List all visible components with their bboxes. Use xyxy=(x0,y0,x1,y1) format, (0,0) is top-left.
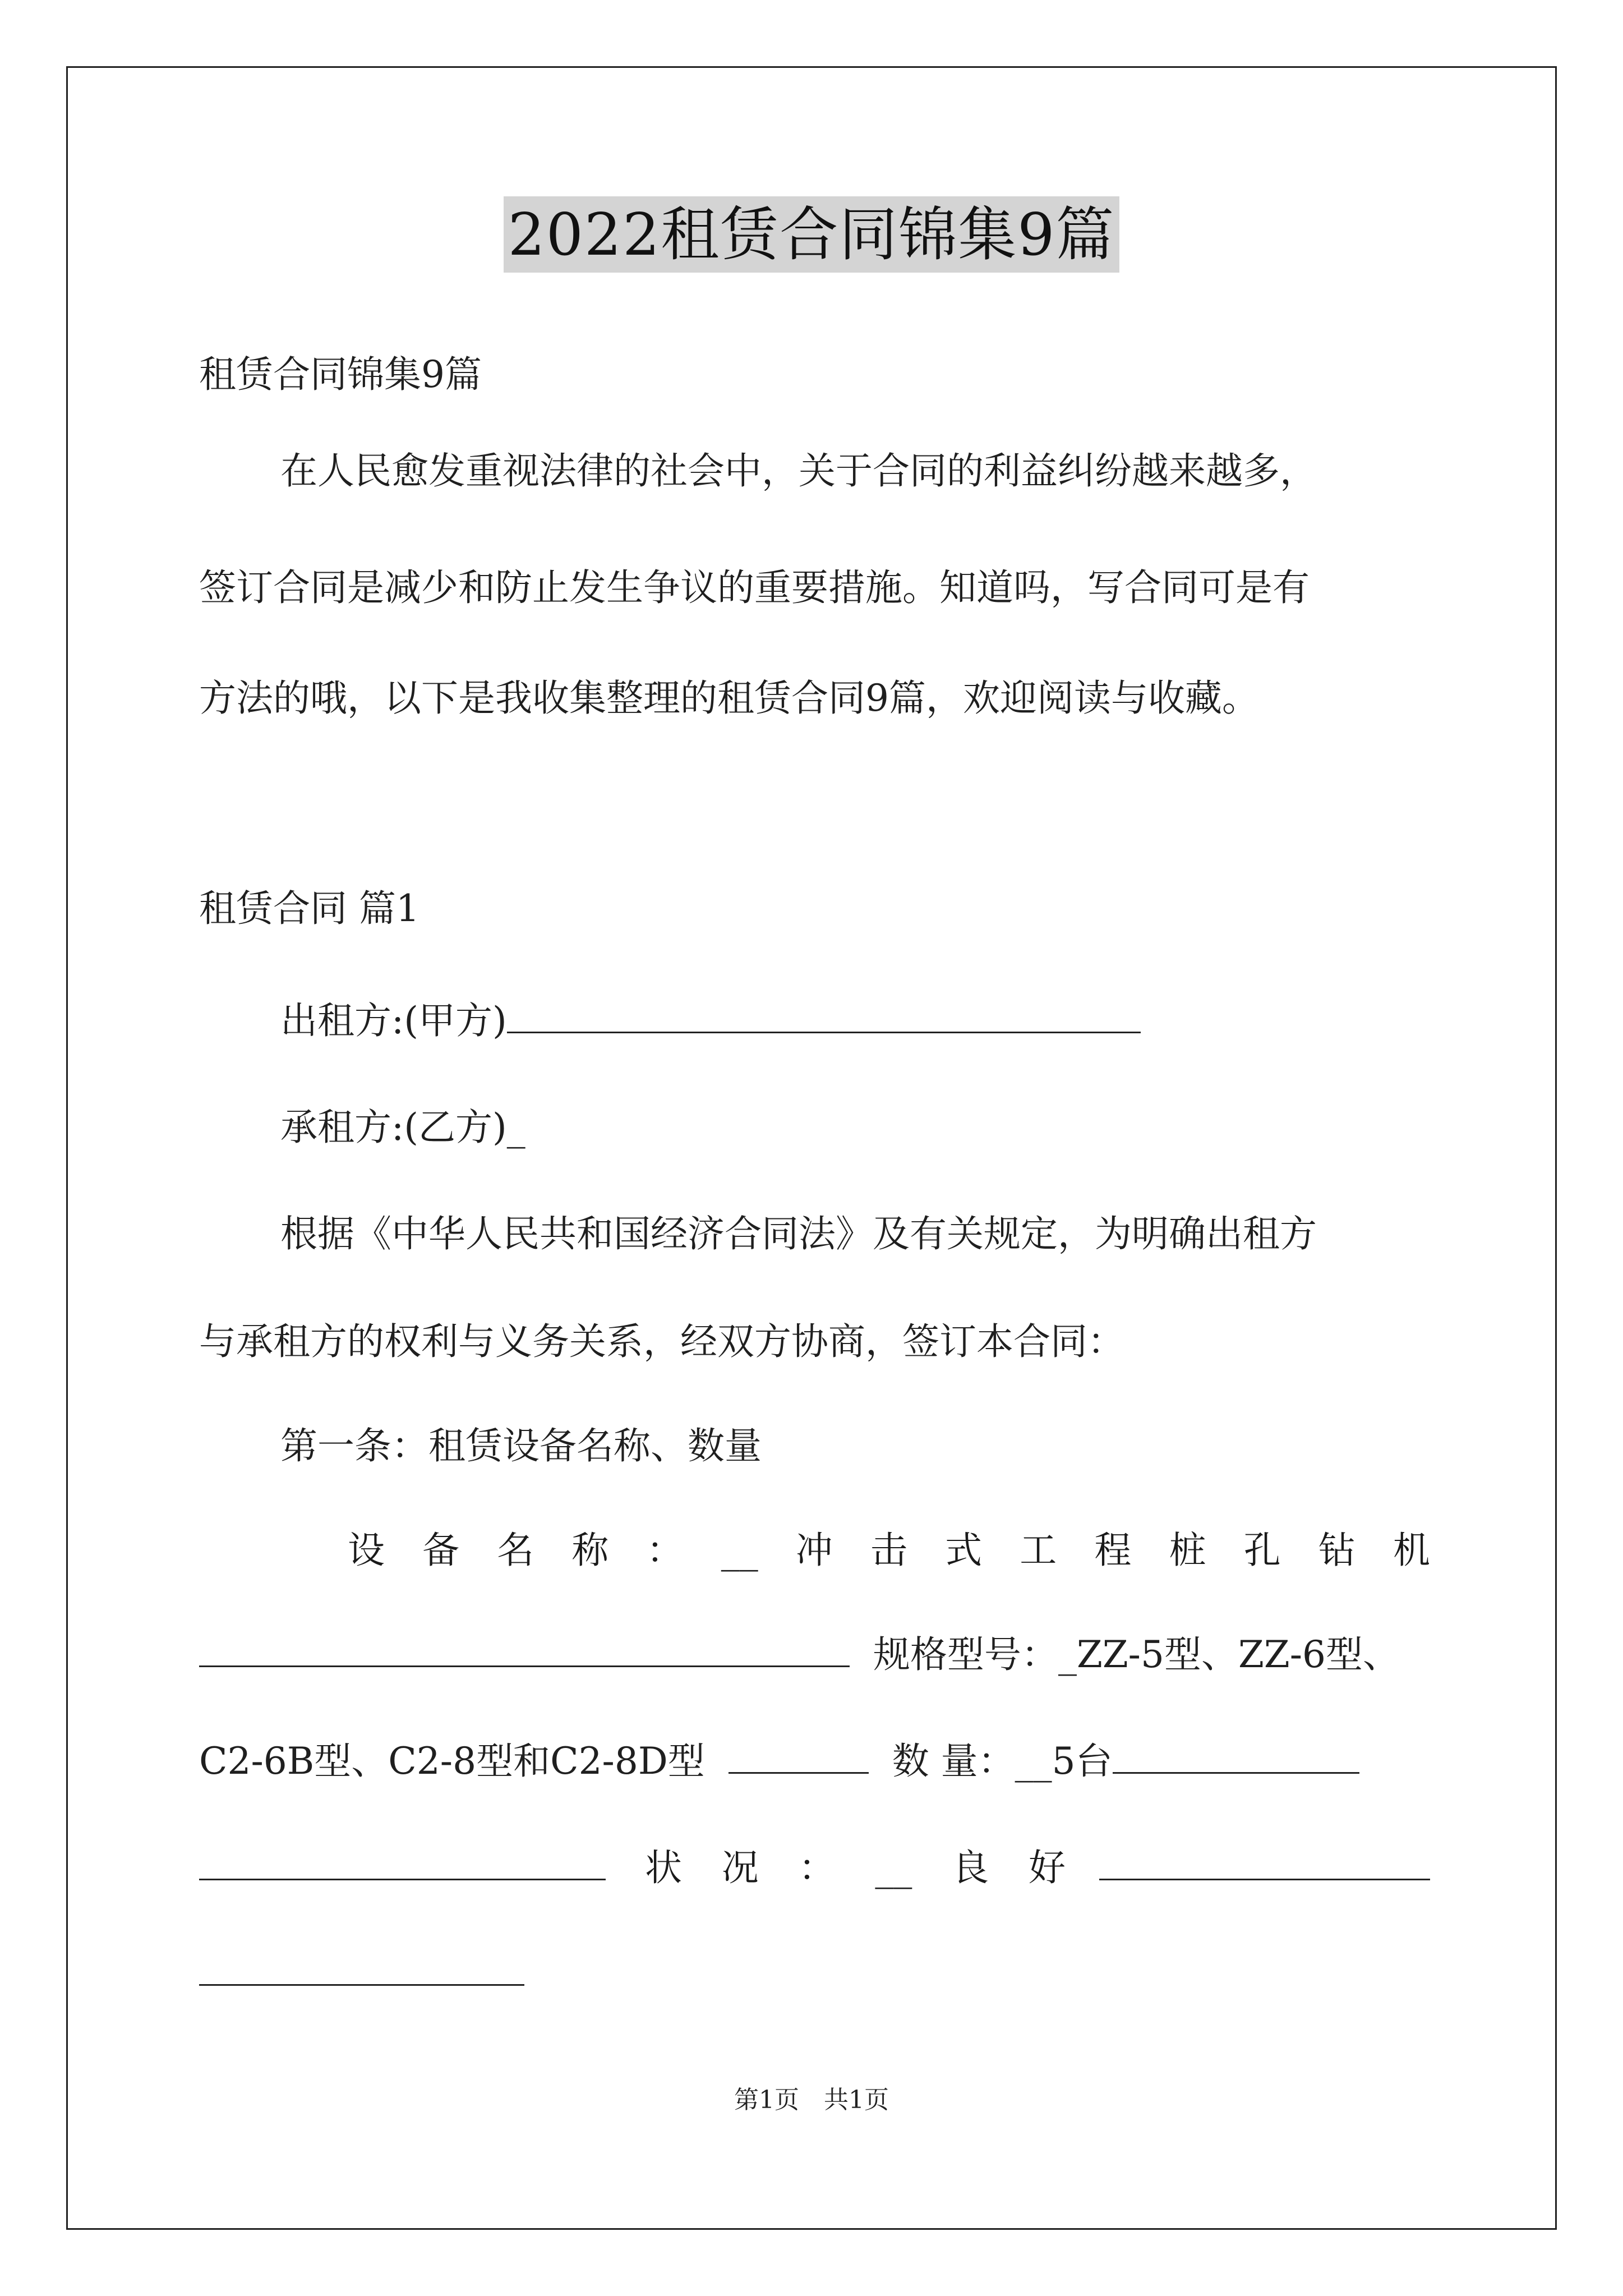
status-char: 况 xyxy=(721,1846,759,1889)
status-char: 状 xyxy=(645,1846,682,1889)
intro-line-2: 签订合同是减少和防止发生争议的重要措施。知道吗，写合同可是有 xyxy=(199,566,1310,609)
trailing-blank-line xyxy=(199,1951,524,1996)
trailing-blank xyxy=(199,1952,524,1986)
status-blank-right xyxy=(1099,1846,1430,1880)
status-blank-left xyxy=(199,1846,606,1880)
equipment-char: ： xyxy=(646,1529,684,1572)
equipment-char: __ xyxy=(721,1529,758,1572)
equipment-name-line xyxy=(348,1528,1430,1573)
quantity-blank xyxy=(1113,1740,1359,1774)
equipment-char: 设 xyxy=(348,1529,385,1572)
page-footer: 第1页 共1页 xyxy=(734,2086,889,2114)
equipment-char: 工 xyxy=(1020,1529,1057,1572)
spec-blank xyxy=(199,1633,850,1667)
spec-label: 规格型号：_ZZ-5型、ZZ-6型、 xyxy=(873,1633,1400,1676)
intro-line-1: 在人民愈发重视法律的社会中，关于合同的利益纠纷越来越多， xyxy=(280,449,1317,493)
intro-line-3: 方法的哦，以下是我收集整理的租赁合同9篇，欢迎阅读与收藏。 xyxy=(199,677,1259,720)
article-1-heading: 第一条：租赁设备名称、数量 xyxy=(280,1424,762,1467)
status-char: 良 xyxy=(952,1846,989,1889)
spec-cont-blank xyxy=(728,1740,869,1774)
document-title: 2022租赁合同锦集9篇 xyxy=(504,196,1120,273)
spec-continuation: C2-6B型、C2-8型和C2-8D型 xyxy=(199,1740,705,1783)
spec-line xyxy=(199,1632,1400,1677)
equipment-char: 冲 xyxy=(795,1529,833,1572)
equipment-char: 钻 xyxy=(1318,1529,1355,1572)
document-subtitle: 租赁合同锦集9篇 xyxy=(199,353,482,396)
status-char: __ xyxy=(875,1846,912,1889)
section-heading: 租赁合同 篇1 xyxy=(199,887,419,930)
equipment-char: 机 xyxy=(1393,1529,1430,1572)
equipment-char: 击 xyxy=(870,1529,907,1572)
quantity-label: 数 量：__5台 xyxy=(892,1740,1113,1783)
equipment-char: 桩 xyxy=(1169,1529,1206,1572)
equipment-char: 程 xyxy=(1094,1529,1132,1572)
equipment-char: 式 xyxy=(945,1529,983,1572)
equipment-char: 备 xyxy=(422,1529,460,1572)
title-container xyxy=(0,196,1623,273)
basis-line-2: 与承租方的权利与义务关系，经双方协商，签订本合同： xyxy=(199,1320,1124,1363)
status-char: ： xyxy=(798,1846,836,1889)
status-line-blank-right xyxy=(1099,1846,1430,1890)
lessee-line: 承租方:(乙方)_ xyxy=(280,1106,525,1149)
status-char: 好 xyxy=(1028,1846,1066,1889)
equipment-char: 名 xyxy=(497,1529,534,1572)
equipment-char: 称 xyxy=(571,1529,609,1572)
equipment-char: 孔 xyxy=(1243,1529,1281,1572)
status-line-blank-left xyxy=(199,1846,606,1890)
status-line xyxy=(645,1846,1066,1890)
lessor-label: 出租方:(甲方) xyxy=(280,999,507,1042)
spec-quantity-line xyxy=(199,1739,1359,1784)
basis-line-1: 根据《中华人民共和国经济合同法》及有关规定，为明确出租方 xyxy=(280,1212,1317,1255)
lessor-line xyxy=(280,999,1141,1043)
lessor-blank xyxy=(507,999,1141,1033)
